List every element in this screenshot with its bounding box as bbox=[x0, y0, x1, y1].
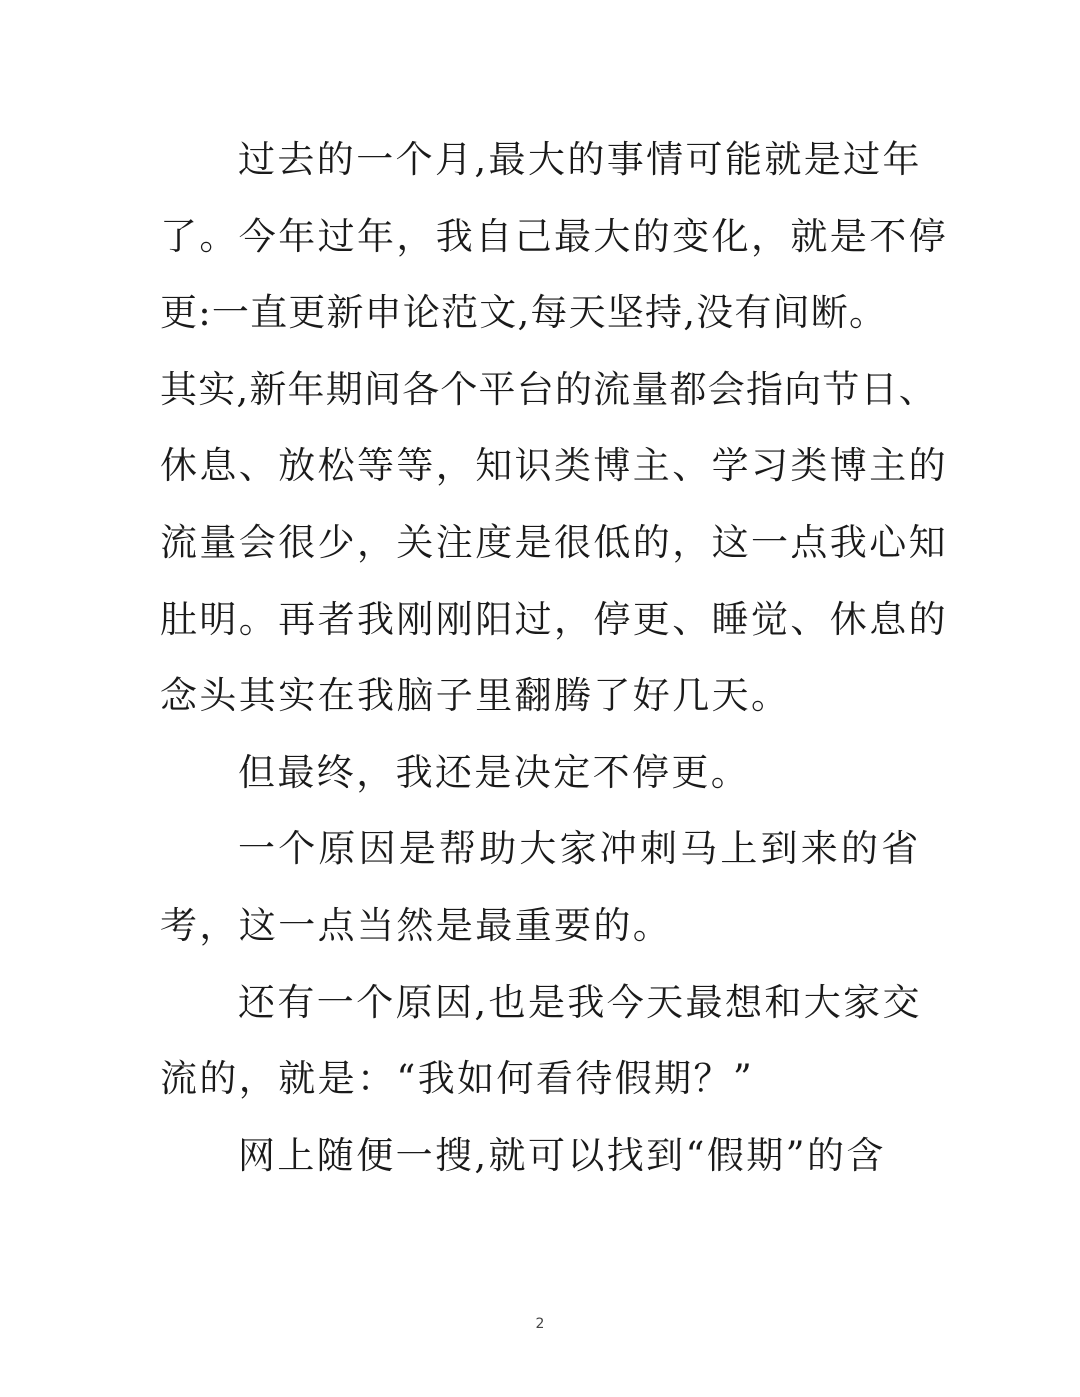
paragraph-line: 但最终，我还是决定不停更。 bbox=[238, 750, 751, 794]
paragraph-line: 更:一直更新申论范文,每天坚持,没有间断。 bbox=[160, 291, 888, 335]
paragraph-line: 过去的一个月,最大的事情可能就是过年 bbox=[238, 138, 922, 181]
paragraph-line: 其实,新年期间各个平台的流量都会指向节日、 bbox=[160, 367, 937, 411]
paragraph-line: 念头其实在我脑子里翻腾了好几天。 bbox=[160, 674, 791, 718]
paragraph-line: 流量会很少，关注度是很低的，这一点我心知 bbox=[160, 520, 948, 564]
body-text bbox=[160, 122, 948, 1194]
paragraph-line: 肚明。再者我刚刚阳过，停更、睡觉、休息的 bbox=[160, 597, 948, 641]
page-number: 2 bbox=[535, 1316, 545, 1332]
paragraph-line: 网上随便一搜,就可以找到“假期”的含 bbox=[238, 1133, 886, 1177]
paragraph-line: 一个原因是帮助大家冲刺马上到来的省 bbox=[238, 827, 922, 871]
paragraph-line: 流的，就是：“我如何看待假期？” bbox=[160, 1057, 755, 1101]
paragraph-line: 还有一个原因,也是我今天最想和大家交 bbox=[238, 980, 922, 1024]
paragraph-line: 休息、放松等等，知识类博主、学习类博主的 bbox=[160, 444, 948, 488]
paragraph-line: 了。今年过年，我自己最大的变化，就是不停 bbox=[160, 214, 948, 258]
paragraph-line: 考，这一点当然是最重要的。 bbox=[160, 903, 673, 947]
